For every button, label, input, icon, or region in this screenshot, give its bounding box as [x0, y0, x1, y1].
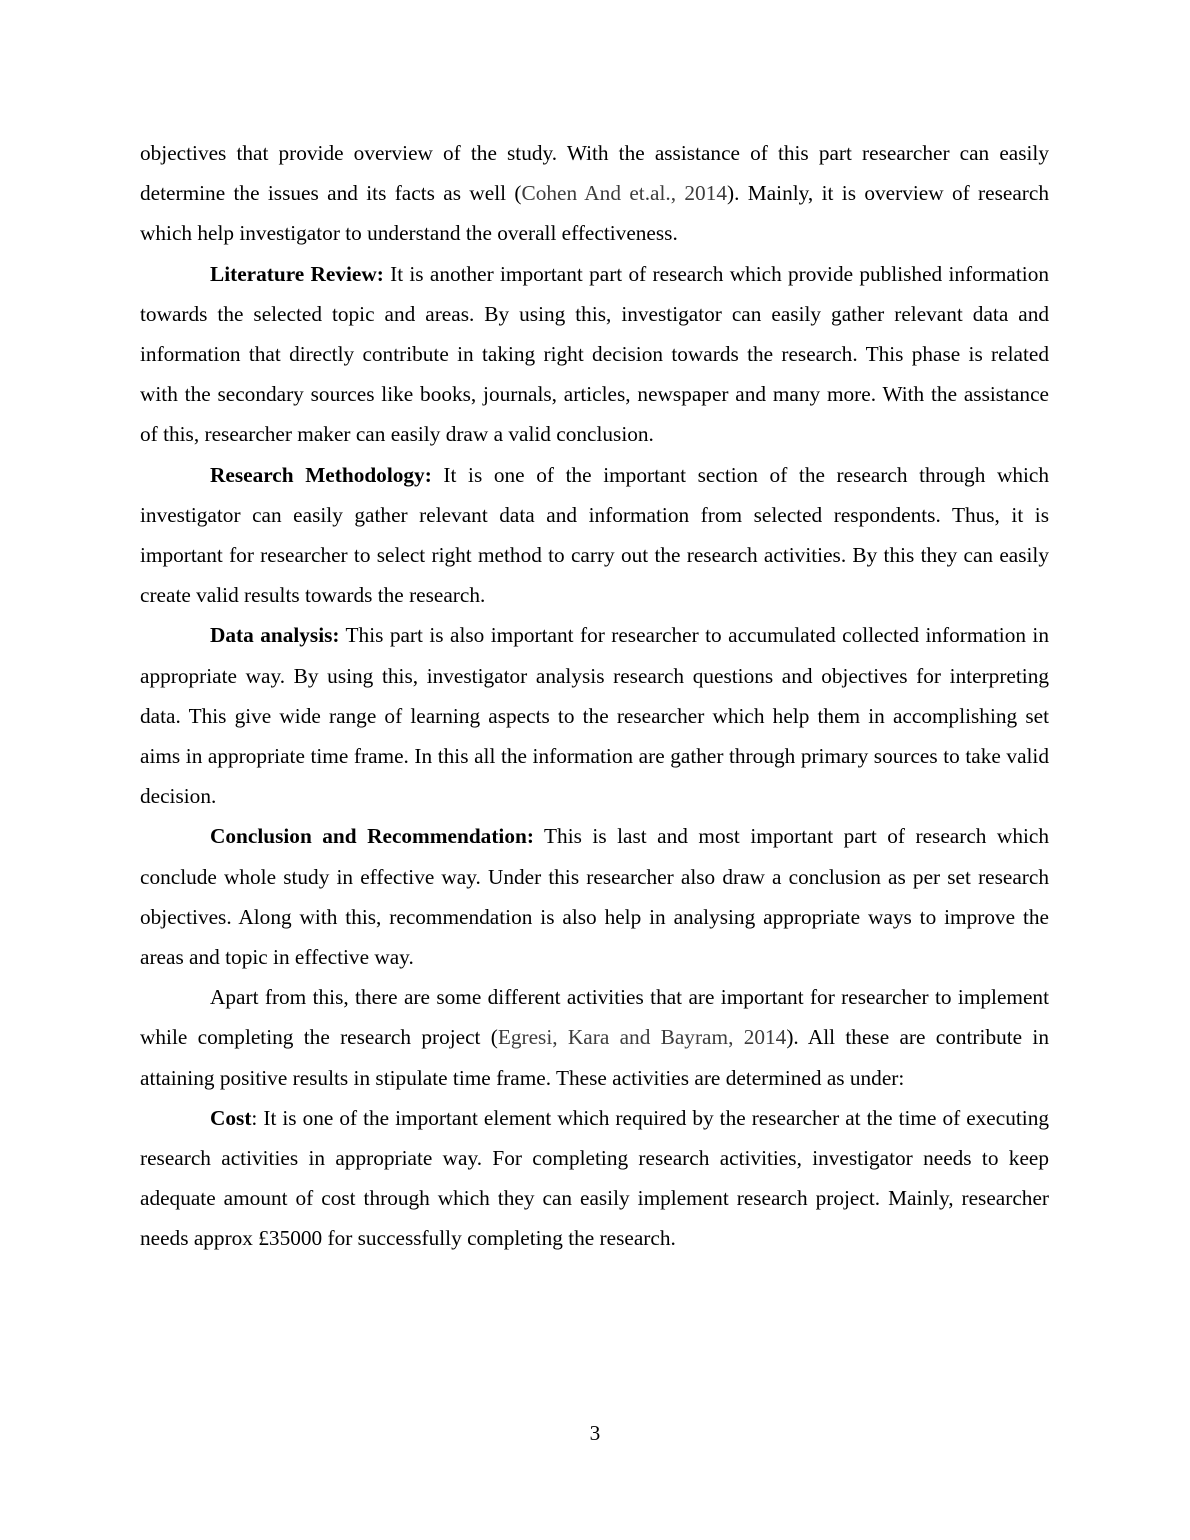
heading-literature-review: Literature Review:: [210, 261, 384, 286]
heading-conclusion-recommendation: Conclusion and Recommendation:: [210, 824, 534, 849]
heading-data-analysis: Data analysis:: [210, 623, 340, 648]
paragraph-text: ). Mainly, it is overview of research which help investigator to understand the overall effectiveness.: [140, 181, 1049, 246]
heading-cost: Cost: [210, 1105, 252, 1130]
paragraph-conclusion: [140, 816, 1049, 977]
document-body: [140, 133, 1049, 1259]
paragraph-text: This is last and most important part of research which conclude whole study in effective way. Under this researcher also draw a conclusion as per set research objectives. Along with this, recommendation is also help in analysing appropriate ways to improve the areas and topic in effective way.: [140, 824, 1049, 970]
paragraph-overview: [140, 133, 1049, 254]
paragraph-text: It is another important part of research which provide published information towards the selected topic and areas. By using this, investigator can easily gather relevant data and information that directly contribute in taking right decision towards the research. This phase is related with the secondary sources like books, journals, articles, newspaper and many more. With the assistance of this, researcher maker can easily draw a valid conclusion.: [140, 261, 1049, 447]
paragraph-data-analysis: [140, 615, 1049, 816]
paragraph-text: objectives that provide overview of the study. With the assistance of this part researcher can easily determine the issues and its facts as well (: [140, 141, 1049, 206]
citation-egresi: Egresi, Kara and Bayram, 2014: [497, 1025, 787, 1050]
paragraph-text: Apart from this, there are some different activities that are important for researcher to implement while completing the research project (: [140, 985, 1049, 1050]
paragraph-research-methodology: [140, 455, 1049, 616]
paragraph-cost: [140, 1098, 1049, 1259]
paragraph-text: ). All these are contribute in attaining positive results in stipulate time frame. These activities are determined as under:: [140, 1025, 1049, 1090]
paragraph-literature-review: [140, 254, 1049, 455]
paragraph-text: : It is one of the important element which required by the researcher at the time of executing research activities in appropriate way. For completing research activities, investigator needs to keep adequate amount of cost through which they can easily implement research project. Mainly, researcher needs approx £35000 for successfully completing the research.: [140, 1105, 1049, 1251]
paragraph-text: It is one of the important section of the research through which investigator can easily gather relevant data and information from selected respondents. Thus, it is important for researcher to select right method to carry out the research activities. By this they can easily create valid results towards the research.: [140, 462, 1050, 608]
paragraph-activities: [140, 977, 1049, 1098]
paragraph-text: This part is also important for researcher to accumulated collected information in appropriate way. By using this, investigator analysis research questions and objectives for interpreting data. This give wide range of learning aspects to the researcher which help them in accomplishing set aims in appropriate time frame. In this all the information are gather through primary sources to take valid decision.: [140, 623, 1050, 809]
citation-cohen: Cohen And et.al., 2014: [521, 181, 727, 206]
heading-research-methodology: Research Methodology:: [210, 462, 432, 487]
page-number: 3: [589, 1421, 601, 1445]
